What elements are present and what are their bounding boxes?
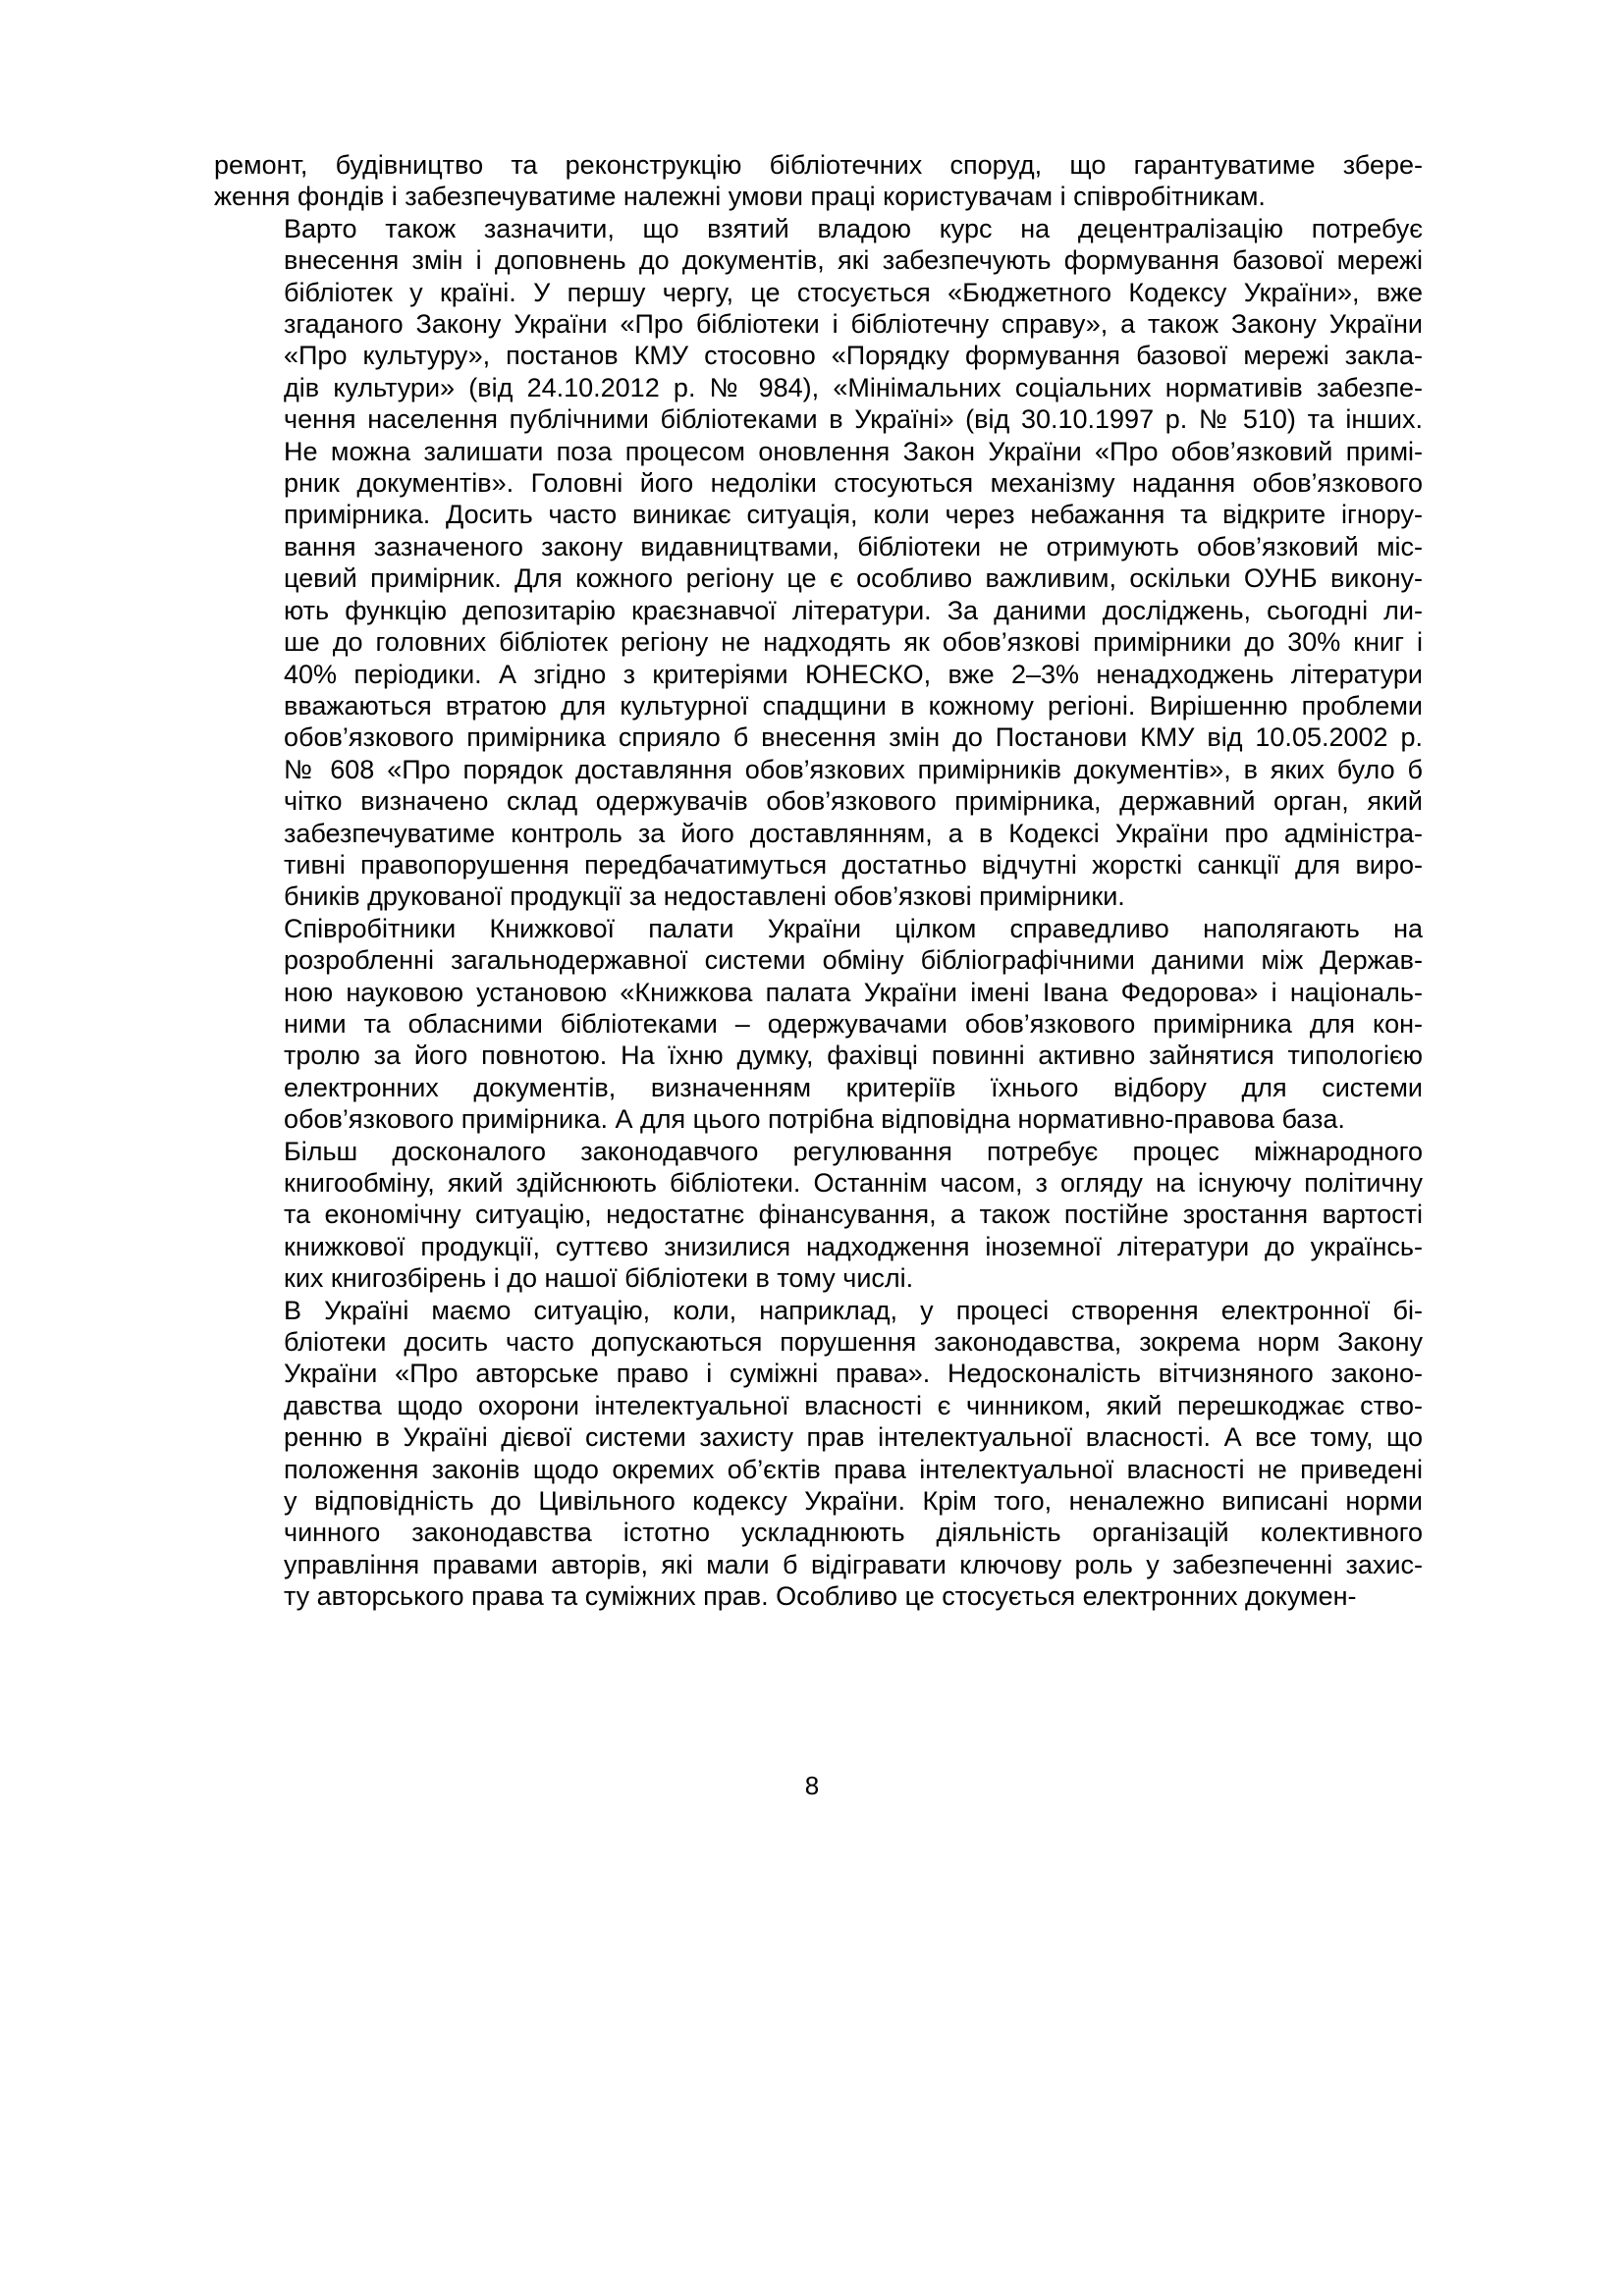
text-line: дів культури» (від 24.10.2012 р. № 984), «Мінімальних соціальних нормативів забезпе-: [284, 372, 1423, 402]
text-line: згаданого Закону України «Про бібліотеки і бібліотечну справу», а також Закону України: [284, 309, 1423, 340]
text-line: Співробітники Книжкової палати України цілком справедливо наполягають на: [284, 913, 1423, 943]
text-line: ких книгозбірень і до нашої бібліотеки в тому числі.: [284, 1263, 914, 1294]
text-line: ше до головних бібліотек регіону не надходять як обов’язкові примірники до 30% книг і: [284, 627, 1423, 658]
text-line: В Україні маємо ситуацію, коли, наприклад, у процесі створення електронної бі-: [284, 1295, 1423, 1325]
text-line: забезпечуватиме контроль за його доставлянням, а в Кодексі України про адміністра-: [284, 818, 1423, 848]
text-line: Більш досконалого законодавчого регулювання потребує процес міжнародного: [284, 1136, 1423, 1166]
text-line: бників друкованої продукції за недоставлені обов’язкові примірники.: [284, 881, 1125, 912]
text-line: та економічну ситуацію, недостатнє фінансування, а також постійне зростання вартості: [284, 1200, 1423, 1230]
text-line: ють функцію депозитарію краєзнавчої літератури. За даними досліджень, сьогодні ли-: [284, 595, 1423, 625]
text-line: цевий примірник. Для кожного регіону це є особливо важливим, оскільки ОУНБ викону-: [284, 563, 1423, 594]
text-line: тивні правопорушення передбачатимуться достатньо відчутні жорсткі санкції для виро-: [284, 849, 1423, 880]
paragraph: [214, 913, 1423, 1136]
paragraph: [214, 1295, 1423, 1613]
text-line: вважаються втратою для культурної спадщини в кожному регіоні. Вирішенню проблеми: [284, 690, 1423, 721]
text-line: ження фондів і забезпечуватиме належні умови праці користувачам і співробітникам.: [214, 182, 1266, 212]
text-line: книгообміну, який здійснюють бібліотеки. Останнім часом, з огляду на існуючу політичну: [284, 1168, 1423, 1198]
text-line: 40% періодики. А згідно з критеріями ЮНЕСКО, вже 2–3% ненадходжень літератури: [284, 659, 1423, 689]
text-line: України «Про авторське право і суміжні права». Недосконалість вітчизняного законо-: [284, 1359, 1423, 1389]
text-line: ремонт, будівництво та реконструкцію бібліотечних споруд, що гарантуватиме збере-: [214, 150, 1423, 180]
text-line: положення законів щодо окремих об’єктів права інтелектуальної власності не приведені: [284, 1454, 1423, 1484]
text-line: примірника. Досить часто виникає ситуація, коли через небажання та відкрите ігнору-: [284, 500, 1423, 530]
text-line: розробленні загальнодержавної системи обміну бібліографічними даними між Держав-: [284, 945, 1423, 976]
text-line: ту авторського права та суміжних прав. Особливо це стосується електронних докумен-: [284, 1581, 1357, 1612]
text-line: тролю за його повнотою. На їхню думку, фахівці повинні активно зайнятися типологією: [284, 1041, 1423, 1071]
text-line: давства щодо охорони інтелектуальної власності є чинником, який перешкоджає ство-: [284, 1390, 1423, 1420]
text-line: обов’язкового примірника сприяло б внесення змін до Постанови КМУ від 10.05.2002 р.: [284, 722, 1423, 753]
text-line: рник документів». Головні його недоліки стосуються механізму надання обов’язкового: [284, 468, 1423, 499]
text-line: бібліотек у країні. У першу чергу, це стосується «Бюджетного Кодексу України», вже: [284, 277, 1423, 307]
text-line: ренню в Україні дієвої системи захисту прав інтелектуальної власності. А все тому, що: [284, 1422, 1423, 1453]
text-line: вання зазначеного закону видавництвами, бібліотеки не отримують обов’язковий міс-: [284, 531, 1423, 561]
text-line: книжкової продукції, суттєво знизилися надходження іноземної літератури до українсь-: [284, 1231, 1423, 1261]
text-line: ними та обласними бібліотеками – одержувачами обов’язкового примірника для кон-: [284, 1008, 1423, 1039]
text-line: електронних документів, визначенням критеріїв їхнього відбору для системи: [284, 1072, 1423, 1102]
text-line: у відповідність до Цивільного кодексу України. Крім того, неналежно виписані норми: [284, 1486, 1423, 1517]
paragraph: [214, 149, 1423, 213]
text-line: Не можна залишати поза процесом оновлення Закон України «Про обов’язковий примі-: [284, 436, 1423, 466]
text-line: управління правами авторів, які мали б відігравати ключову роль у забезпеченні захис-: [284, 1549, 1423, 1579]
paragraph: [214, 1136, 1423, 1295]
text-line: бліотеки досить часто допускаються порушення законодавства, зокрема норм Закону: [284, 1327, 1423, 1358]
text-line: чення населення публічними бібліотеками в Україні» (від 30.10.1997 р. № 510) та інших.: [284, 404, 1423, 435]
text-line: ною науковою установою «Книжкова палата України імені Івана Федорова» і національ-: [284, 977, 1423, 1007]
text-line: № 608 «Про порядок доставляння обов’язкових примірників документів», в яких було б: [284, 754, 1423, 784]
text-line: чинного законодавства істотно ускладнюють діяльність організацій колективного: [284, 1518, 1423, 1548]
text-line: внесення змін і доповнень до документів, які забезпечують формування базової мережі: [284, 245, 1423, 276]
text-line: чітко визначено склад одержувачів обов’язкового примірника, державний орган, який: [284, 786, 1423, 817]
paragraph: [214, 213, 1423, 913]
body-text: [214, 149, 1423, 1613]
page-number: 8: [804, 1771, 820, 1800]
text-line: Варто також зазначити, що взятий владою курс на децентралізацію потребує: [284, 213, 1423, 243]
text-line: «Про культуру», постанов КМУ стосовно «Порядку формування базової мережі закла-: [284, 341, 1423, 371]
text-line: обов’язкового примірника. А для цього потрібна відповідна нормативно-правова база.: [284, 1104, 1345, 1135]
